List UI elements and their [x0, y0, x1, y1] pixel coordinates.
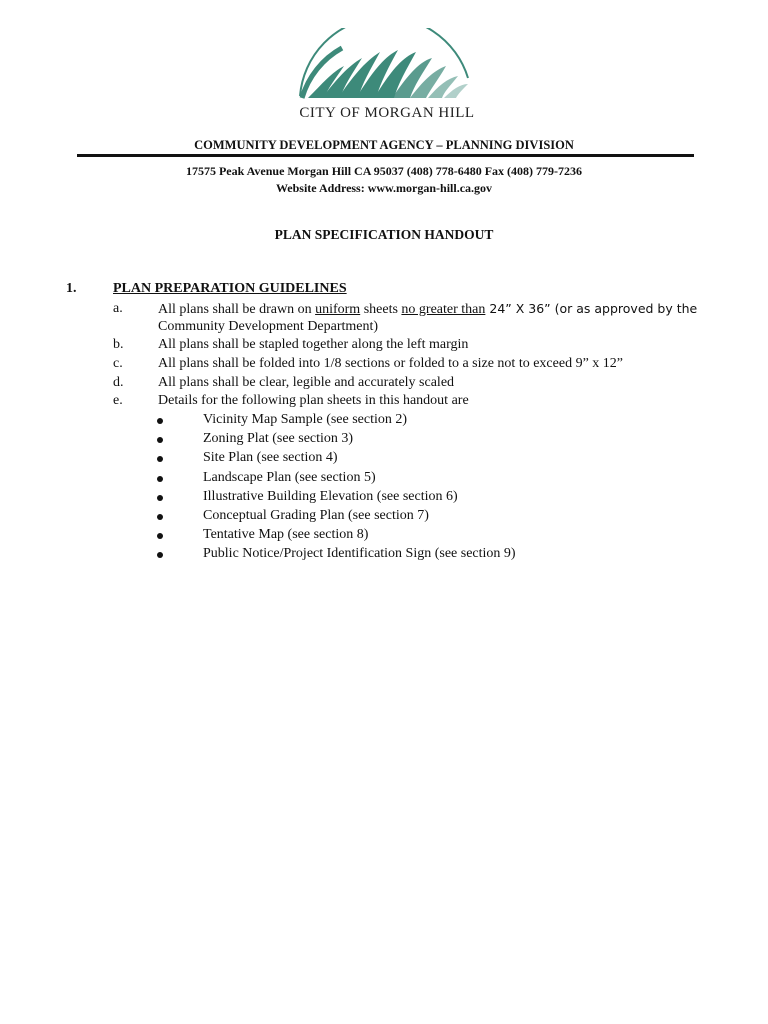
item-letter: e. — [113, 393, 123, 408]
header-divider — [77, 154, 694, 157]
bullet-icon — [157, 476, 163, 482]
agency-heading: COMMUNITY DEVELOPMENT AGENCY – PLANNING DIVISION — [194, 138, 574, 152]
item-letter: b. — [113, 337, 124, 352]
bullet-icon — [157, 514, 163, 520]
item-letter: d. — [113, 375, 124, 390]
item-text: All plans shall be stapled together along the left margin — [158, 337, 469, 352]
item-text: All plans shall be folded into 1/8 sections or folded to a size not to exceed 9” x 12” — [158, 356, 623, 371]
document-title: PLAN SPECIFICATION HANDOUT — [274, 227, 494, 242]
section-number: 1. — [66, 281, 77, 296]
bullet-icon — [157, 533, 163, 539]
underlined-text: uniform — [315, 302, 361, 317]
logo-city-name: CITY OF MORGAN HILL — [299, 105, 475, 121]
item-text-part: sheets — [360, 302, 402, 317]
bullet-icon — [157, 495, 163, 501]
list-item: Public Notice/Project Identification Sign (see section 9) — [203, 546, 516, 561]
item-letter: c. — [113, 356, 123, 371]
city-logo — [292, 28, 482, 126]
bullet-icon — [157, 456, 163, 462]
list-item: Conceptual Grading Plan (see section 7) — [203, 508, 429, 523]
item-text: All plans shall be clear, legible and accurately scaled — [158, 375, 455, 390]
list-item: Vicinity Map Sample (see section 2) — [203, 412, 408, 427]
underlined-text: no greater than — [401, 302, 486, 317]
website-line: Website Address: www.morgan-hill.ca.gov — [275, 181, 493, 195]
address-line: 17575 Peak Avenue Morgan Hill CA 95037 (408) 778-6480 Fax (408) 779-7236 — [185, 164, 583, 178]
list-item: Site Plan (see section 4) — [203, 450, 338, 465]
item-text: Details for the following plan sheets in this handout are — [158, 393, 469, 408]
list-item: Tentative Map (see section 8) — [203, 527, 369, 542]
section-title: PLAN PREPARATION GUIDELINES — [113, 281, 347, 296]
list-item: Zoning Plat (see section 3) — [203, 431, 354, 446]
bullet-icon — [157, 437, 163, 443]
item-text-part: 24” X 36” (or as approved by the — [485, 301, 698, 316]
list-item: Illustrative Building Elevation (see section 6) — [203, 489, 458, 504]
item-text — [158, 300, 697, 319]
bullet-icon — [157, 418, 163, 424]
item-letter: a. — [113, 301, 123, 316]
item-text-continuation: Community Development Department) — [158, 319, 379, 334]
list-item: Landscape Plan (see section 5) — [203, 470, 376, 485]
hills-arch-logo-icon — [292, 28, 482, 104]
item-text-part: All plans shall be drawn on — [158, 302, 316, 317]
bullet-icon — [157, 552, 163, 558]
